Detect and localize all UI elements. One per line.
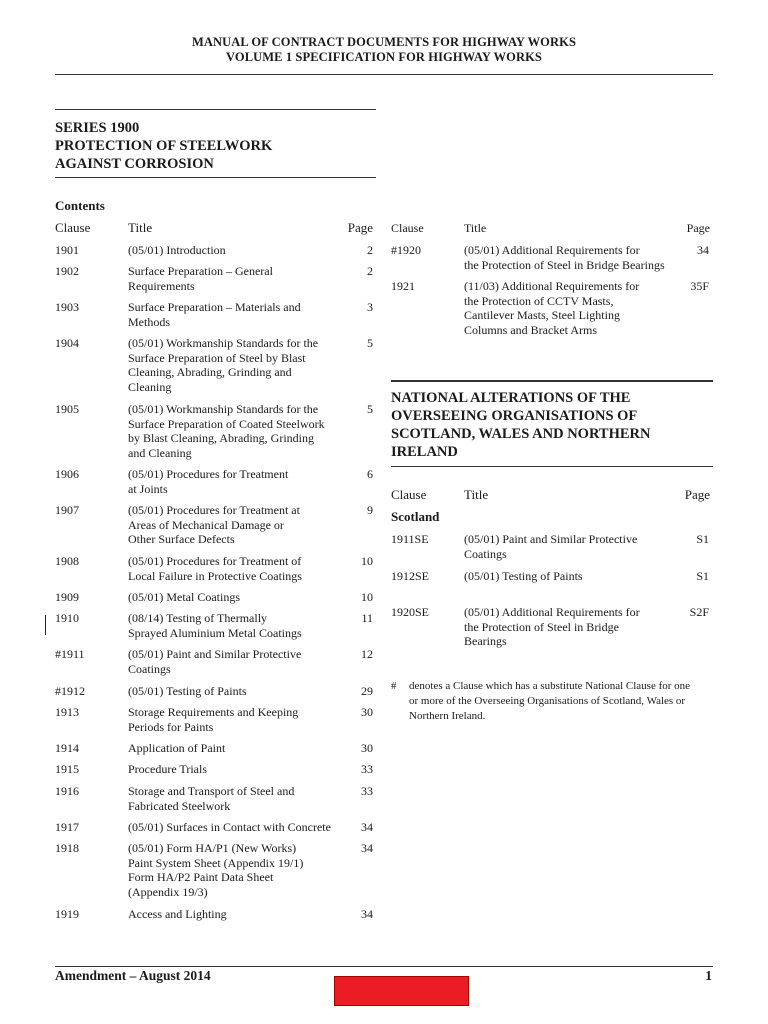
page-ref: 30 bbox=[361, 705, 373, 719]
national-title-line: SCOTLAND, WALES AND NORTHERN bbox=[391, 426, 651, 442]
clause-number: 1915 bbox=[55, 762, 79, 776]
page-ref: 30 bbox=[361, 741, 373, 755]
clause-title bbox=[128, 611, 302, 640]
clause-title-line: Requirements bbox=[128, 278, 195, 293]
right-col-clause-header: Clause bbox=[391, 221, 424, 235]
clause-title-line: Periods for Paints bbox=[128, 719, 214, 734]
clause-title-line: (Appendix 19/3) bbox=[128, 884, 208, 899]
clause-title-line: Sprayed Aluminium Metal Coatings bbox=[128, 625, 302, 640]
clause-title-line: Paint System Sheet (Appendix 19/1) bbox=[128, 855, 304, 870]
page-ref: 34 bbox=[361, 907, 373, 921]
clause-number: 1904 bbox=[55, 336, 79, 350]
note-line: or more of the Overseeing Organisations of Scotland, Wales or bbox=[409, 695, 686, 707]
clause-title bbox=[128, 590, 240, 605]
clause-title bbox=[128, 820, 331, 835]
right-col-title-header: Title bbox=[464, 221, 487, 235]
page-ref: S1 bbox=[696, 569, 709, 583]
page-ref: S1 bbox=[696, 532, 709, 546]
clause-title-line: Coatings bbox=[464, 546, 507, 561]
clause-number: 1919 bbox=[55, 907, 79, 921]
revision-margin-bar bbox=[45, 615, 46, 635]
clause-title bbox=[128, 705, 298, 734]
clause-number: 1920SE bbox=[391, 605, 430, 619]
clause-title-line: (05/01) Workmanship Standards for the bbox=[128, 336, 319, 350]
clause-title-line: Surface Preparation of Coated Steelwork bbox=[128, 416, 325, 431]
page-ref: 11 bbox=[361, 611, 373, 625]
page-ref: 33 bbox=[361, 762, 373, 776]
clause-title bbox=[464, 605, 640, 649]
page-ref: 3 bbox=[367, 300, 373, 314]
clause-title bbox=[128, 503, 300, 547]
national-col-clause-header: Clause bbox=[391, 487, 427, 502]
clause-number: 1905 bbox=[55, 402, 79, 416]
clause-title-line: the Protection of CCTV Masts, bbox=[464, 293, 614, 308]
national-col-title-header: Title bbox=[464, 487, 489, 502]
clause-title-line: (05/01) Form HA/P1 (New Works) bbox=[128, 841, 297, 855]
clause-title bbox=[464, 243, 665, 272]
note-mark: # bbox=[391, 680, 397, 692]
clause-title bbox=[464, 279, 639, 337]
note-line: Northern Ireland. bbox=[409, 710, 486, 722]
series-title-line: AGAINST CORROSION bbox=[55, 156, 214, 172]
page-number: 1 bbox=[705, 968, 712, 983]
clause-title-line: Columns and Bracket Arms bbox=[464, 322, 597, 337]
clause-title-line: (05/01) Paint and Similar Protective bbox=[128, 647, 302, 661]
clause-title bbox=[464, 532, 637, 561]
page-ref: 2 bbox=[367, 264, 373, 278]
page-ref: 10 bbox=[361, 590, 373, 604]
clause-title bbox=[128, 264, 273, 293]
clause-title bbox=[128, 841, 303, 899]
clause-title-line: (08/14) Testing of Thermally bbox=[128, 611, 268, 625]
national-alterations-title bbox=[391, 389, 650, 461]
national-title-line: NATIONAL ALTERATIONS OF THE bbox=[391, 390, 631, 406]
clause-title-line: Other Surface Defects bbox=[128, 532, 235, 547]
clause-title-line: (05/01) Metal Coatings bbox=[128, 590, 240, 604]
red-stamp-box bbox=[334, 976, 469, 1006]
clause-number: #1912 bbox=[55, 684, 85, 698]
clause-title-line: and Cleaning bbox=[128, 445, 192, 460]
clause-title-line: Cleaning bbox=[128, 379, 172, 394]
note-line: denotes a Clause which has a substitute National Clause for one bbox=[409, 680, 691, 692]
clause-title-line: Storage Requirements and Keeping bbox=[128, 705, 299, 719]
page-ref: 34 bbox=[361, 841, 373, 855]
clause-number: 1912SE bbox=[391, 569, 430, 583]
clause-number: 1921 bbox=[391, 279, 415, 293]
clause-title-line: (05/01) Procedures for Treatment of bbox=[128, 554, 302, 568]
page-ref: 33 bbox=[361, 784, 373, 798]
series-bottom-rule bbox=[55, 177, 376, 178]
clause-number: 1914 bbox=[55, 741, 79, 755]
clause-title-line: Local Failure in Protective Coatings bbox=[128, 568, 302, 583]
clause-title-line: (05/01) Workmanship Standards for the bbox=[128, 402, 319, 416]
clause-number: #1911 bbox=[55, 647, 85, 661]
series-top-rule bbox=[55, 109, 376, 110]
clause-title-line: (05/01) Paint and Similar Protective bbox=[464, 532, 638, 546]
clause-title bbox=[128, 647, 301, 676]
page-ref: 29 bbox=[361, 684, 373, 698]
page-ref: 9 bbox=[367, 503, 373, 517]
clause-title-line: Surface Preparation – Materials and bbox=[128, 300, 301, 314]
national-title-line: IRELAND bbox=[391, 444, 458, 460]
clause-number: 1903 bbox=[55, 300, 79, 314]
series-title bbox=[55, 119, 272, 173]
left-col-clause-header: Clause bbox=[55, 220, 91, 235]
clause-number: 1906 bbox=[55, 467, 79, 481]
clause-title bbox=[128, 762, 207, 777]
clause-number: 1918 bbox=[55, 841, 79, 855]
clause-title-line: Storage and Transport of Steel and bbox=[128, 784, 295, 798]
clause-title-line: (11/03) Additional Requirements for bbox=[464, 279, 640, 293]
clause-title bbox=[128, 741, 225, 756]
page-ref: 6 bbox=[367, 467, 373, 481]
contents-heading: Contents bbox=[55, 198, 105, 213]
header-rule bbox=[55, 74, 713, 75]
series-title-line: SERIES 1900 bbox=[55, 120, 140, 136]
amendment-label: Amendment – August 2014 bbox=[55, 968, 211, 983]
national-bottom-rule bbox=[391, 466, 713, 467]
clause-number: #1920 bbox=[391, 243, 421, 257]
left-col-title-header: Title bbox=[128, 220, 153, 235]
clause-title-line: (05/01) Surfaces in Contact with Concrete bbox=[128, 820, 331, 834]
page-ref: 10 bbox=[361, 554, 373, 568]
clause-title-line: Areas of Mechanical Damage or bbox=[128, 517, 284, 532]
clause-number: 1911SE bbox=[391, 532, 429, 546]
clause-title-line: (05/01) Procedures for Treatment at bbox=[128, 503, 300, 517]
clause-title-line: the Protection of Steel in Bridge Bearings bbox=[464, 257, 665, 272]
clause-title bbox=[128, 243, 226, 258]
clause-title bbox=[128, 784, 294, 813]
right-col-page-header: Page bbox=[686, 221, 710, 235]
clause-title-line: Cleaning, Abrading, Grinding and bbox=[128, 365, 292, 380]
clause-number: 1913 bbox=[55, 705, 79, 719]
clause-title bbox=[128, 467, 288, 496]
left-col-page-header: Page bbox=[347, 220, 373, 235]
clause-number: 1917 bbox=[55, 820, 79, 834]
clause-title-line: Methods bbox=[128, 314, 170, 329]
volume-title: VOLUME 1 SPECIFICATION FOR HIGHWAY WORKS bbox=[226, 50, 542, 64]
manual-title: MANUAL OF CONTRACT DOCUMENTS FOR HIGHWAY WORKS bbox=[191, 35, 577, 49]
clause-title-line: (05/01) Introduction bbox=[128, 243, 226, 257]
clause-title-line: (05/01) Additional Requirements for bbox=[464, 243, 640, 257]
clause-title-line: at Joints bbox=[128, 481, 168, 496]
national-top-rule bbox=[391, 380, 713, 382]
clause-title-line: Procedure Trials bbox=[128, 762, 207, 776]
scotland-subheading: Scotland bbox=[391, 509, 440, 524]
clause-title-line: (05/01) Testing of Paints bbox=[128, 684, 247, 698]
clause-title-line: Access and Lighting bbox=[128, 907, 227, 921]
clause-number: 1902 bbox=[55, 264, 79, 278]
clause-number: 1901 bbox=[55, 243, 79, 257]
clause-title bbox=[128, 684, 247, 699]
page-ref: S2F bbox=[689, 605, 709, 619]
page-ref: 35F bbox=[690, 279, 709, 293]
clause-title-line: Surface Preparation of Steel by Blast bbox=[128, 350, 306, 365]
national-title-line: OVERSEEING ORGANISATIONS OF bbox=[391, 408, 638, 424]
clause-title-line: by Blast Cleaning, Abrading, Grinding bbox=[128, 431, 314, 446]
clause-number: 1909 bbox=[55, 590, 79, 604]
clause-title-line: Application of Paint bbox=[128, 741, 226, 755]
clause-title bbox=[128, 554, 302, 583]
clause-title bbox=[464, 569, 583, 584]
clause-number: 1910 bbox=[55, 611, 79, 625]
page-ref: 12 bbox=[361, 647, 373, 661]
clause-title-line: (05/01) Testing of Paints bbox=[464, 569, 583, 583]
clause-title-line: (05/01) Procedures for Treatment bbox=[128, 467, 289, 481]
clause-title bbox=[128, 300, 301, 329]
clause-title-line: the Protection of Steel in Bridge bbox=[464, 619, 619, 634]
clause-title bbox=[128, 336, 318, 394]
national-col-page-header: Page bbox=[684, 487, 710, 502]
clause-title bbox=[128, 907, 227, 922]
series-title-line: PROTECTION OF STEELWORK bbox=[55, 138, 273, 154]
clause-title-line: (05/01) Additional Requirements for bbox=[464, 605, 640, 619]
page-ref: 2 bbox=[367, 243, 373, 257]
clause-title-line: Fabricated Steelwork bbox=[128, 798, 231, 813]
page-ref: 34 bbox=[697, 243, 709, 257]
clause-title-line: Coatings bbox=[128, 661, 171, 676]
page-ref: 5 bbox=[367, 336, 373, 350]
clause-number: 1916 bbox=[55, 784, 79, 798]
page-ref: 5 bbox=[367, 402, 373, 416]
clause-number: 1907 bbox=[55, 503, 79, 517]
clause-number: 1908 bbox=[55, 554, 79, 568]
clause-title-line: Form HA/P2 Paint Data Sheet bbox=[128, 870, 274, 885]
footer-rule bbox=[55, 966, 713, 967]
clause-title-line: Cantilever Masts, Steel Lighting bbox=[464, 308, 620, 323]
clause-title-line: Bearings bbox=[464, 634, 507, 649]
clause-title-line: Surface Preparation – General bbox=[128, 264, 273, 278]
clause-title bbox=[128, 402, 325, 460]
page-ref: 34 bbox=[361, 820, 373, 834]
